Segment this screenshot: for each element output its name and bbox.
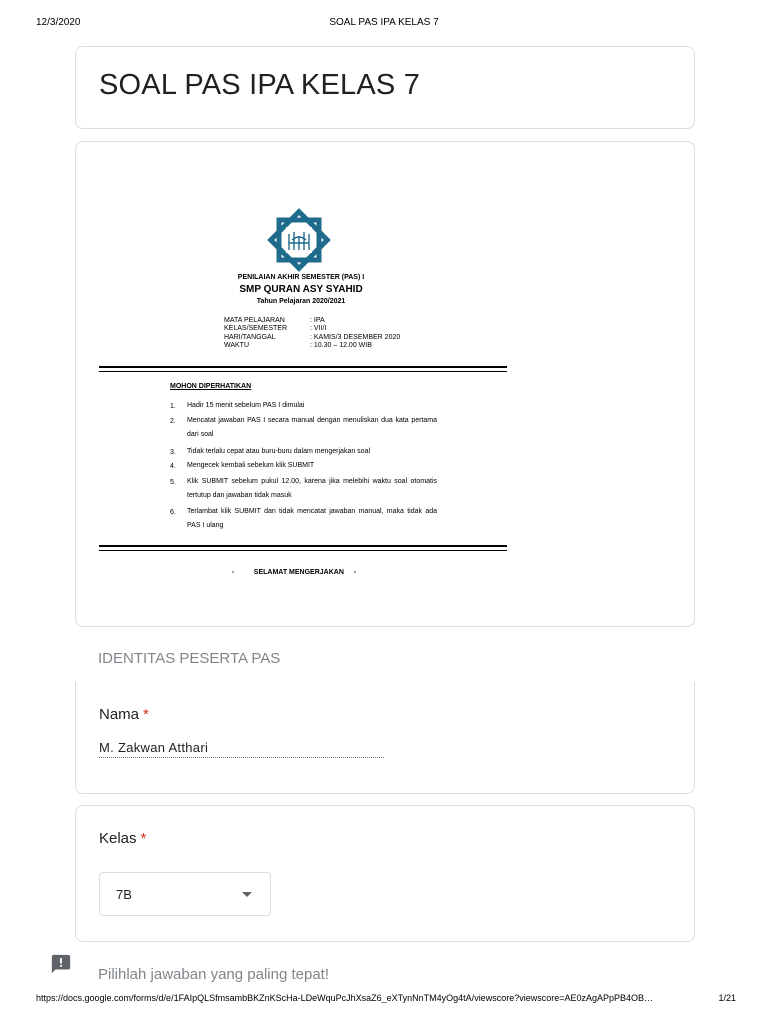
question-kelas [75,805,695,942]
closing-text: - SELAMAT MENGERJAKAN - [232,569,356,576]
divider [99,545,507,551]
notice-item: Tidak terlalu cepat atau buru-buru dalam mengerjakan soal [187,448,371,455]
page-number: 1/21 [718,993,736,1003]
field-value: : 10.30 – 12.00 WIB [310,342,372,349]
item-number: 4. [170,463,176,470]
school-logo-icon [266,207,332,273]
notice-item: Klik SUBMIT sebelum pukul 12.00, karena jika melebihi waktu soal otomatis tertutup dan jawaban tidak masuk [187,478,437,499]
notice-item: Hadir 15 menit sebelum PAS I dimulai [187,402,305,409]
print-header [0,17,768,33]
print-date: 12/3/2020 [36,17,81,28]
notice-item: Mencatat jawaban PAS I secara manual dengan menuliskan dua kata pertama dari soal [187,417,437,438]
form-title-card [75,46,695,129]
item-number: 5. [170,479,176,486]
kelas-dropdown[interactable] [99,872,271,916]
doc-heading-2: SMP QURAN ASY SYAHID [239,284,363,295]
divider [99,366,507,372]
field-key: WAKTU [224,342,250,349]
notice-title: MOHON DIPERHATIKAN [170,383,252,390]
dropdown-selected-value: 7B [116,887,132,902]
next-section-title: Pilihlah jawaban yang paling tepat! [98,966,329,983]
chevron-down-icon [242,892,252,897]
question-label [99,706,149,723]
notice-item: Terlambat klik SUBMIT dan tidak mencatat jawaban manual, maka tidak ada PAS I ulang [187,508,437,529]
required-mark: * [143,706,149,723]
question-title: Nama [99,706,140,723]
instruction-image [76,142,694,626]
form-title: SOAL PAS IPA KELAS 7 [99,69,421,101]
question-nama [75,682,695,794]
item-number: 3. [170,449,176,456]
page-url: https://docs.google.com/forms/d/e/1FAIpQLSfmsambBKZnKScHa-LDeWquPcJhXsaZ6_eXTynNnTM4yOg4tA/viewscore?viewscore=AE0zAgAPpPB4OB… [36,993,654,1003]
nama-answer-field[interactable]: M. Zakwan Atthari [99,740,384,758]
question-label [99,830,146,847]
form-header-image-card [75,141,695,627]
item-number: 2. [170,418,176,425]
required-mark: * [140,830,147,847]
notice-item: Mengecek kembali sebelum klik SUBMIT [187,462,315,469]
section-title: IDENTITAS PESERTA PAS [98,650,281,667]
doc-heading-1: PENILAIAN AKHIR SEMESTER (PAS) I [237,274,365,281]
print-footer [0,993,768,1009]
print-title: SOAL PAS IPA KELAS 7 [329,17,439,28]
item-number: 6. [170,509,176,516]
question-title: Kelas [99,830,137,847]
field-key: KELAS/SEMESTER [224,325,288,332]
feedback-icon[interactable] [50,953,72,975]
field-key: MATA PELAJARAN [224,317,285,324]
item-number: 1. [170,403,176,410]
field-value: : IPA [310,317,325,324]
field-key: HARI/TANGGAL [224,334,276,341]
field-value: : KAMIS/3 DESEMBER 2020 [310,334,401,341]
field-value: : VII/I [310,325,327,332]
doc-heading-3: Tahun Pelajaran 2020/2021 [256,298,346,305]
